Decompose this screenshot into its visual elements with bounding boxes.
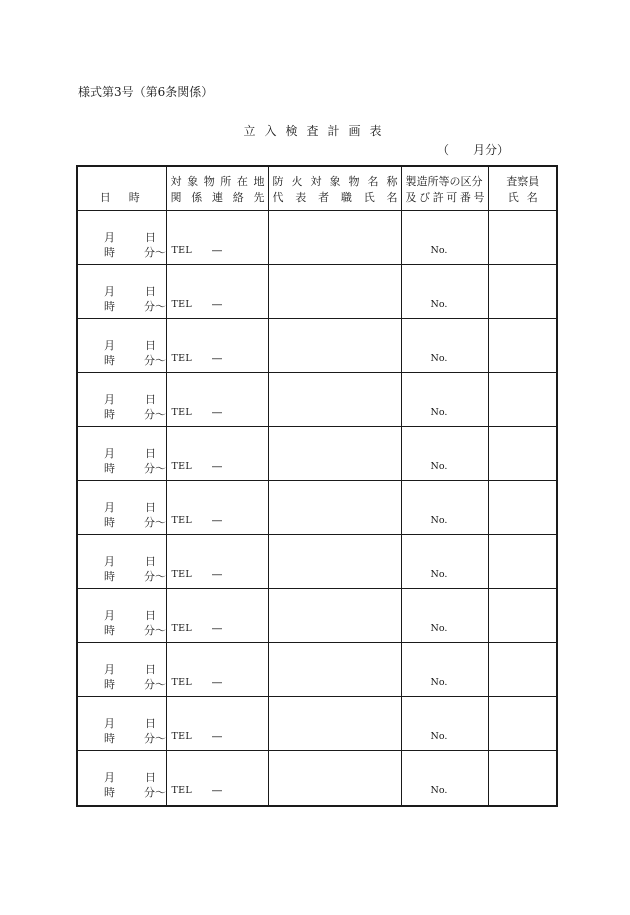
header-inspector-line2: [493, 190, 554, 206]
tel-label: TEL: [171, 244, 192, 256]
date-line: [104, 283, 156, 299]
hour-label: 時: [104, 245, 115, 259]
day-label: 日: [145, 500, 156, 514]
inspector-cell[interactable]: [488, 642, 557, 696]
day-label: 日: [145, 284, 156, 298]
date-line: [104, 499, 156, 515]
hour-label: 時: [104, 353, 115, 367]
table-row: [77, 696, 557, 750]
header-char: 対: [310, 174, 322, 188]
license-cell[interactable]: [401, 264, 488, 318]
datetime-cell[interactable]: [77, 642, 166, 696]
location-contact-cell[interactable]: [166, 750, 268, 806]
license-cell[interactable]: [401, 696, 488, 750]
header-char: 職: [340, 190, 352, 204]
time-line: [104, 784, 166, 800]
header-license-text: 製造所等の区分: [405, 174, 483, 188]
license-no-label: No.: [430, 784, 448, 796]
license-cell[interactable]: [401, 372, 488, 426]
license-no-label: No.: [430, 244, 448, 256]
facility-name-cell[interactable]: [268, 750, 401, 806]
hour-label: 時: [104, 515, 115, 529]
license-cell[interactable]: [401, 588, 488, 642]
tel-dash: —: [211, 405, 223, 419]
tel-label: TEL: [171, 622, 192, 634]
header-char: 防: [272, 174, 284, 188]
day-label: 日: [145, 230, 156, 244]
facility-name-cell[interactable]: [268, 588, 401, 642]
tel-label: TEL: [171, 298, 192, 310]
day-label: 日: [145, 554, 156, 568]
day-label: 日: [145, 392, 156, 406]
license-no-label: No.: [430, 298, 448, 310]
header-location-line1: [171, 174, 265, 190]
date-line: [104, 229, 156, 245]
facility-name-cell[interactable]: [268, 264, 401, 318]
location-contact-cell[interactable]: [166, 372, 268, 426]
day-label: 日: [145, 716, 156, 730]
month-label: 月: [104, 338, 115, 352]
header-char: 連: [212, 190, 223, 204]
day-label: 日: [145, 770, 156, 784]
header-char: 代: [272, 190, 284, 204]
facility-name-cell[interactable]: [268, 426, 401, 480]
page-title: 立入検査計画表: [243, 124, 391, 138]
inspector-cell[interactable]: [488, 588, 557, 642]
time-line: [104, 622, 166, 638]
header-char: 許: [432, 190, 444, 204]
header-char: 者: [318, 190, 330, 204]
date-line: [104, 715, 156, 731]
tel-label: TEL: [171, 352, 192, 364]
license-no-label: No.: [430, 352, 448, 364]
tel-dash: —: [211, 513, 223, 527]
location-contact-cell[interactable]: [166, 588, 268, 642]
header-char: び: [419, 190, 431, 204]
date-line: [104, 607, 156, 623]
tel-label: TEL: [171, 568, 192, 580]
tel-dash: —: [211, 675, 223, 689]
inspector-cell[interactable]: [488, 426, 557, 480]
location-contact-cell[interactable]: [166, 480, 268, 534]
month-label: 月: [104, 716, 115, 730]
header-char: 表: [295, 190, 307, 204]
time-line: [104, 244, 166, 260]
date-line: [104, 391, 156, 407]
tel-dash: —: [211, 297, 223, 311]
hour-label: 時: [104, 299, 115, 313]
hour-label: 時: [104, 731, 115, 745]
tel-dash: —: [211, 243, 223, 257]
header-char: 番: [459, 190, 471, 204]
table-row: [77, 210, 557, 264]
hour-label: 時: [104, 677, 115, 691]
facility-name-cell[interactable]: [268, 480, 401, 534]
header-row: [77, 166, 557, 210]
location-contact-cell[interactable]: [166, 642, 268, 696]
license-cell[interactable]: [401, 534, 488, 588]
header-char: 名: [367, 174, 379, 188]
day-label: 日: [145, 446, 156, 460]
license-cell[interactable]: [401, 480, 488, 534]
header-char: 称: [386, 174, 398, 188]
hour-label: 時: [104, 461, 115, 475]
tel-dash: —: [211, 621, 223, 635]
license-cell[interactable]: [401, 210, 488, 264]
tel-dash: —: [211, 459, 223, 473]
month-label: 月: [104, 662, 115, 676]
datetime-cell[interactable]: [77, 426, 166, 480]
datetime-cell[interactable]: [77, 372, 166, 426]
minute-label: 分～: [144, 461, 166, 475]
header-location: [166, 166, 268, 210]
inspector-cell[interactable]: [488, 372, 557, 426]
license-no-label: No.: [430, 730, 448, 742]
license-cell[interactable]: [401, 750, 488, 806]
day-label: 日: [145, 338, 156, 352]
date-line: [104, 337, 156, 353]
facility-name-cell[interactable]: [268, 534, 401, 588]
time-line: [104, 298, 166, 314]
month-label: 月: [104, 770, 115, 784]
facility-name-cell[interactable]: [268, 210, 401, 264]
header-location-line2: [171, 190, 265, 206]
table-row: [77, 318, 557, 372]
day-label: 日: [145, 608, 156, 622]
form-number: 様式第3号（第6条関係）: [78, 85, 214, 99]
header-char: 関: [170, 190, 182, 204]
header-name-line2: [273, 190, 398, 206]
minute-label: 分～: [144, 677, 166, 691]
license-no-label: No.: [430, 460, 448, 472]
date-line: [104, 445, 156, 461]
tel-label: TEL: [171, 514, 192, 526]
header-license-line2: [406, 190, 485, 206]
table-row: [77, 480, 557, 534]
header-char: 物: [348, 174, 360, 188]
header-inspector-line1: [493, 174, 554, 190]
license-cell[interactable]: [401, 426, 488, 480]
month-label: 月: [104, 500, 115, 514]
inspection-plan-table: [76, 165, 558, 807]
header-char: 係: [191, 190, 203, 204]
inspector-cell[interactable]: [488, 318, 557, 372]
month-label: 月: [104, 554, 115, 568]
time-line: [104, 352, 166, 368]
header-inspector-text: 査察員: [506, 174, 540, 188]
header-char: 象: [329, 174, 341, 188]
hour-label: 時: [104, 785, 115, 799]
header-char: 及: [405, 190, 417, 204]
tel-dash: —: [211, 729, 223, 743]
minute-label: 分～: [144, 353, 166, 367]
time-line: [104, 514, 166, 530]
table-body: [77, 210, 557, 806]
header-char: 対: [170, 174, 182, 188]
table-row: [77, 264, 557, 318]
location-contact-cell[interactable]: [166, 264, 268, 318]
location-contact-cell[interactable]: [166, 534, 268, 588]
hour-label: 時: [104, 407, 115, 421]
location-contact-cell[interactable]: [166, 210, 268, 264]
facility-name-cell[interactable]: [268, 318, 401, 372]
datetime-cell[interactable]: [77, 534, 166, 588]
table-row: [77, 426, 557, 480]
inspector-cell[interactable]: [488, 210, 557, 264]
tel-label: TEL: [171, 676, 192, 688]
minute-label: 分～: [144, 569, 166, 583]
time-line: [104, 568, 166, 584]
tel-dash: —: [211, 567, 223, 581]
license-no-label: No.: [430, 622, 448, 634]
date-line: [104, 553, 156, 569]
header-inspector: [488, 166, 557, 210]
minute-label: 分～: [144, 731, 166, 745]
location-contact-cell[interactable]: [166, 426, 268, 480]
day-label: 日: [145, 662, 156, 676]
header-inspector-name-text: 氏名: [507, 190, 546, 204]
header-char: 象: [187, 174, 199, 188]
header-char: 氏: [363, 190, 375, 204]
header-datetime: [77, 166, 166, 210]
table-row: [77, 642, 557, 696]
inspector-cell[interactable]: [488, 750, 557, 806]
header-char: 地: [253, 174, 265, 188]
tel-label: TEL: [171, 730, 192, 742]
month-label: 月: [104, 608, 115, 622]
license-cell[interactable]: [401, 642, 488, 696]
header-char: 絡: [232, 190, 244, 204]
inspector-cell[interactable]: [488, 480, 557, 534]
inspector-cell[interactable]: [488, 696, 557, 750]
facility-name-cell[interactable]: [268, 642, 401, 696]
datetime-cell[interactable]: [77, 480, 166, 534]
header-license-line1: [406, 174, 485, 190]
hour-label: 時: [104, 623, 115, 637]
datetime-cell[interactable]: [77, 210, 166, 264]
date-line: [104, 661, 156, 677]
header-char: 所: [220, 174, 232, 188]
datetime-cell[interactable]: [77, 264, 166, 318]
header-char: 号: [473, 190, 485, 204]
header-char: 在: [236, 174, 248, 188]
tel-label: TEL: [171, 784, 192, 796]
minute-label: 分～: [144, 407, 166, 421]
location-contact-cell[interactable]: [166, 318, 268, 372]
header-license: [401, 166, 488, 210]
minute-label: 分～: [144, 299, 166, 313]
facility-name-cell[interactable]: [268, 372, 401, 426]
month-label: 月: [104, 446, 115, 460]
inspector-cell[interactable]: [488, 264, 557, 318]
tel-label: TEL: [171, 406, 192, 418]
tel-dash: —: [211, 351, 223, 365]
time-line: [104, 676, 166, 692]
datetime-cell[interactable]: [77, 318, 166, 372]
month-label: 月: [104, 230, 115, 244]
datetime-cell[interactable]: [77, 696, 166, 750]
datetime-cell[interactable]: [77, 588, 166, 642]
minute-label: 分～: [144, 245, 166, 259]
header-name: [268, 166, 401, 210]
minute-label: 分～: [144, 623, 166, 637]
header-datetime-hour: 時: [128, 190, 158, 204]
license-no-label: No.: [430, 676, 448, 688]
header-name-line1: [273, 174, 398, 190]
location-contact-cell[interactable]: [166, 696, 268, 750]
minute-label: 分～: [144, 515, 166, 529]
time-line: [104, 406, 166, 422]
header-char: 物: [203, 174, 215, 188]
minute-label: 分～: [144, 785, 166, 799]
time-line: [104, 460, 166, 476]
facility-name-cell[interactable]: [268, 696, 401, 750]
header-char: 先: [253, 190, 265, 204]
table-row: [77, 588, 557, 642]
header-datetime-day: 日: [99, 190, 129, 204]
month-label: 月: [104, 284, 115, 298]
month-field: （ 月分）: [437, 143, 510, 157]
table-row: [77, 750, 557, 806]
inspector-cell[interactable]: [488, 534, 557, 588]
license-no-label: No.: [430, 568, 448, 580]
header-char: 名: [386, 190, 398, 204]
table-row: [77, 534, 557, 588]
tel-label: TEL: [171, 460, 192, 472]
hour-label: 時: [104, 569, 115, 583]
time-line: [104, 730, 166, 746]
table-row: [77, 372, 557, 426]
license-no-label: No.: [430, 514, 448, 526]
header-char: 火: [291, 174, 303, 188]
tel-dash: —: [211, 783, 223, 797]
date-line: [104, 769, 156, 785]
header-char: 可: [446, 190, 458, 204]
license-cell[interactable]: [401, 318, 488, 372]
datetime-cell[interactable]: [77, 750, 166, 806]
license-no-label: No.: [430, 406, 448, 418]
month-label: 月: [104, 392, 115, 406]
